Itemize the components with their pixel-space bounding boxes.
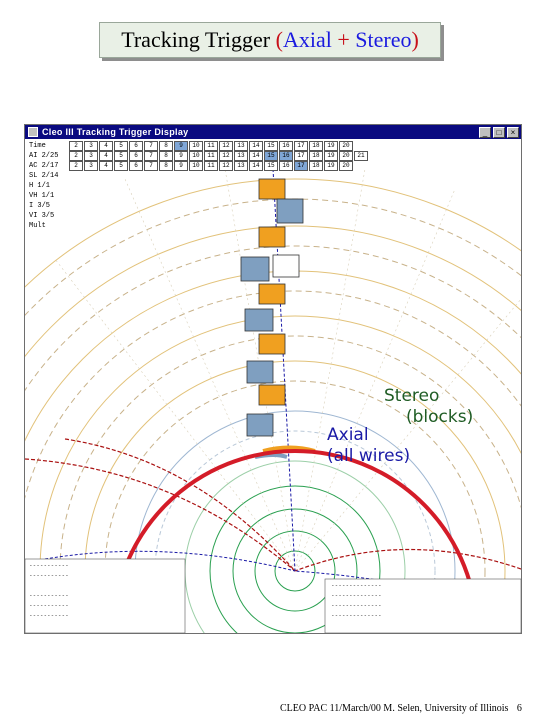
time-cell: 5 (114, 141, 128, 151)
stereo-annotation-line1: Stereo (384, 386, 440, 406)
ai-cell: 10 (189, 151, 203, 161)
ac-cell: 20 (339, 161, 353, 171)
ai-cell: 7 (144, 151, 158, 161)
window-title: Cleo III Tracking Trigger Display (42, 127, 189, 137)
ac-cell: 2 (69, 161, 83, 171)
label-time: Time (29, 142, 46, 150)
time-cell: 10 (189, 141, 203, 151)
label-sl: SL 2/14 (29, 172, 59, 180)
title-stereo: Stereo (355, 27, 412, 52)
ai-cell: 8 (159, 151, 173, 161)
title-prefix: Tracking Trigger (121, 27, 271, 52)
ac-cell: 17 (294, 161, 308, 171)
axial-annotation-line1: Axial (327, 425, 369, 445)
label-ac: AC 2/17 (29, 162, 59, 170)
time-cell: 16 (279, 141, 293, 151)
ac-cell: 3 (84, 161, 98, 171)
ai-cell: 19 (324, 151, 338, 161)
axial-annotation-line2: (all wires) (327, 446, 411, 466)
time-cell: 2 (69, 141, 83, 151)
time-cell: 15 (264, 141, 278, 151)
ac-cell: 6 (129, 161, 143, 171)
title-plus: + (337, 27, 350, 52)
label-ai: AI 2/25 (29, 152, 59, 160)
ai-cell: 3 (84, 151, 98, 161)
ac-cell: 5 (114, 161, 128, 171)
ac-cell: 7 (144, 161, 158, 171)
svg-text:--------------: -------------- (331, 592, 382, 599)
ai-cell: 20 (339, 151, 353, 161)
ai-cell: 5 (114, 151, 128, 161)
time-cell: 12 (219, 141, 233, 151)
ac-cell: 15 (264, 161, 278, 171)
time-row (69, 141, 354, 151)
ac-cell: 8 (159, 161, 173, 171)
ai-cell: 17 (294, 151, 308, 161)
svg-text:-----------: ----------- (29, 602, 69, 609)
time-cell: 3 (84, 141, 98, 151)
ai-cell: 9 (174, 151, 188, 161)
ac-cell: 11 (204, 161, 218, 171)
window-titlebar[interactable] (25, 125, 521, 139)
ac-cell: 13 (234, 161, 248, 171)
ac-cell: 10 (189, 161, 203, 171)
slide-title (99, 22, 441, 58)
time-cell: 18 (309, 141, 323, 151)
app-icon (28, 127, 38, 137)
page-number: 6 (516, 703, 522, 714)
time-cell: 20 (339, 141, 353, 151)
time-cell: 17 (294, 141, 308, 151)
label-h: H 1/1 (29, 182, 51, 190)
ac-cell: 18 (309, 161, 323, 171)
ai-row (69, 151, 369, 161)
title-axial: Axial (282, 27, 332, 52)
stereo-annotation-line2: (blocks) (406, 407, 474, 427)
svg-text:--------------: -------------- (331, 582, 382, 589)
ac-cell: 12 (219, 161, 233, 171)
ac-cell: 19 (324, 161, 338, 171)
svg-text:-----------: ----------- (29, 592, 69, 599)
ai-cell: 16 (279, 151, 293, 161)
time-cell: 14 (249, 141, 263, 151)
footer-text: CLEO PAC 11/March/00 M. Selen, University of Illinois (280, 703, 509, 714)
ai-cell: 15 (264, 151, 278, 161)
time-cell: 11 (204, 141, 218, 151)
time-cell: 8 (159, 141, 173, 151)
label-mult: Mult (29, 222, 46, 230)
svg-text:-----------: ----------- (29, 562, 69, 569)
ac-cell: 14 (249, 161, 263, 171)
svg-text:--------------: -------------- (331, 602, 382, 609)
ac-cell: 4 (99, 161, 113, 171)
maximize-button[interactable]: □ (493, 127, 505, 138)
time-cell: 6 (129, 141, 143, 151)
ac-row (69, 161, 354, 171)
axial-annotation (327, 425, 410, 467)
label-vh: VH 1/1 (29, 192, 55, 200)
ai-cell: 18 (309, 151, 323, 161)
minimize-button[interactable]: _ (479, 127, 491, 138)
slide-footer (280, 703, 530, 714)
trigger-display-window (24, 124, 522, 634)
ai-cell: 21 (354, 151, 368, 161)
time-cell: 19 (324, 141, 338, 151)
close-button[interactable]: × (507, 127, 519, 138)
ai-cell: 6 (129, 151, 143, 161)
time-cell: 9 (174, 141, 188, 151)
svg-text:--------------: -------------- (331, 612, 382, 619)
time-cell: 4 (99, 141, 113, 151)
ai-cell: 11 (204, 151, 218, 161)
ai-cell: 13 (234, 151, 248, 161)
ac-cell: 16 (279, 161, 293, 171)
svg-text:-----------: ----------- (29, 572, 69, 579)
label-i: I 3/5 (29, 202, 51, 210)
title-close-paren: ) (411, 27, 419, 52)
time-cell: 13 (234, 141, 248, 151)
ac-cell: 9 (174, 161, 188, 171)
stereo-annotation (384, 386, 473, 428)
label-vi: VI 3/5 (29, 212, 55, 220)
time-cell: 7 (144, 141, 158, 151)
ai-cell: 12 (219, 151, 233, 161)
svg-text:-----------: ----------- (29, 612, 69, 619)
ai-cell: 14 (249, 151, 263, 161)
ai-cell: 4 (99, 151, 113, 161)
ai-cell: 2 (69, 151, 83, 161)
title-open-paren: ( (275, 27, 283, 52)
